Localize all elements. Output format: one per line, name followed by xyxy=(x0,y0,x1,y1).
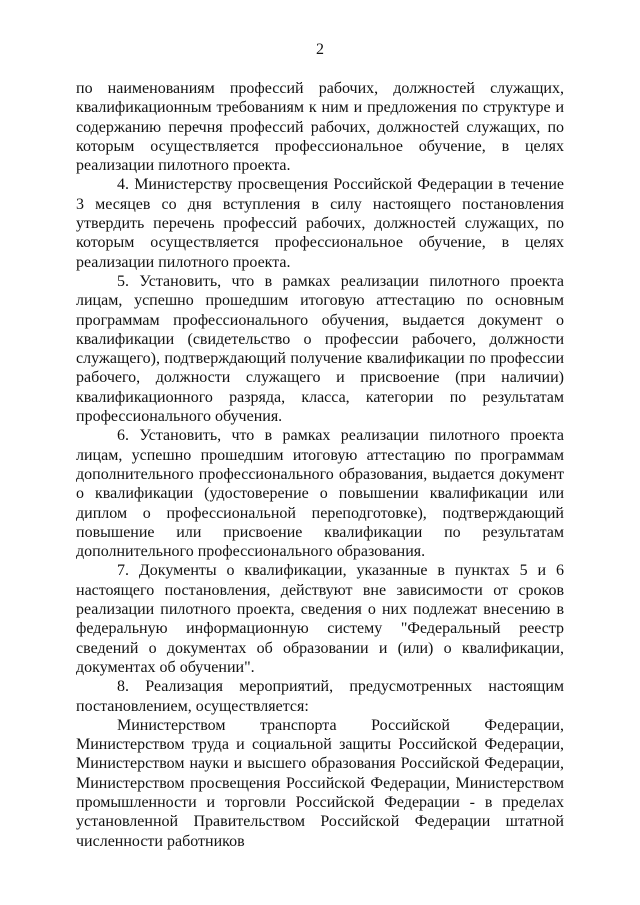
paragraph-item-8: 8. Реализация мероприятий, предусмотренных настоящим постановлением, осуществляется: xyxy=(76,678,564,715)
paragraph-item-6: 6. Установить, что в рамках реализации пилотного проекта лицам, успешно прошедшим итоговую аттестацию по программам дополнительного профессионального образования, выдается документ о квалификации (удостоверение о повышении квалификации или диплом о профессиональной переподготовке), подтверждающий повышение или присвоение квалификации по результатам дополнительного профессионального образования. xyxy=(76,427,564,561)
page-number: 2 xyxy=(316,41,324,58)
paragraph-item-5: 5. Установить, что в рамках реализации пилотного проекта лицам, успешно прошедшим итоговую аттестацию по основным программам профессионального обучения, выдается документ о квалификации (свидетельство о профессии рабочего, должности служащего), подтверждающий получение квалификации по профессии рабочего, должности служащего и присвоение (при наличии) квалификационного разряда, класса, категории по результатам профессионального обучения. xyxy=(76,272,564,426)
document-body xyxy=(76,79,564,851)
paragraph-item-8-ministries: Министерством транспорта Российской Федерации, Министерством труда и социальной защиты Российской Федерации, Министерством науки и высшего образования Российской Федерации, Министерством просвещения Российской Федерации, Министерством промышленности и торговли Российской Федерации - в пределах установленной Правительством Российской Федерации штатной численности работников xyxy=(76,716,564,850)
paragraph-continuation: по наименованиям профессий рабочих, должностей служащих, квалификационным требованиям к ним и предложения по структуре и содержанию перечня профессий рабочих, должностей служащих, по которым осуществляется профессиональное обучение, в целях реализации пилотного проекта. xyxy=(76,80,564,175)
paragraph-item-7: 7. Документы о квалификации, указанные в пунктах 5 и 6 настоящего постановления, действуют вне зависимости от сроков реализации пилотного проекта, сведения о них подлежат внесению в федеральную информационную систему "Федеральный реестр сведений о документах об образовании и (или) о квалификации, документах об обучении". xyxy=(76,562,564,676)
paragraph-item-4: 4. Министерству просвещения Российской Федерации в течение 3 месяцев со дня вступления в силу настоящего постановления утвердить перечень профессий рабочих, должностей служащих, по которым осуществляется профессиональное обучение, в целях реализации пилотного проекта. xyxy=(76,176,564,271)
